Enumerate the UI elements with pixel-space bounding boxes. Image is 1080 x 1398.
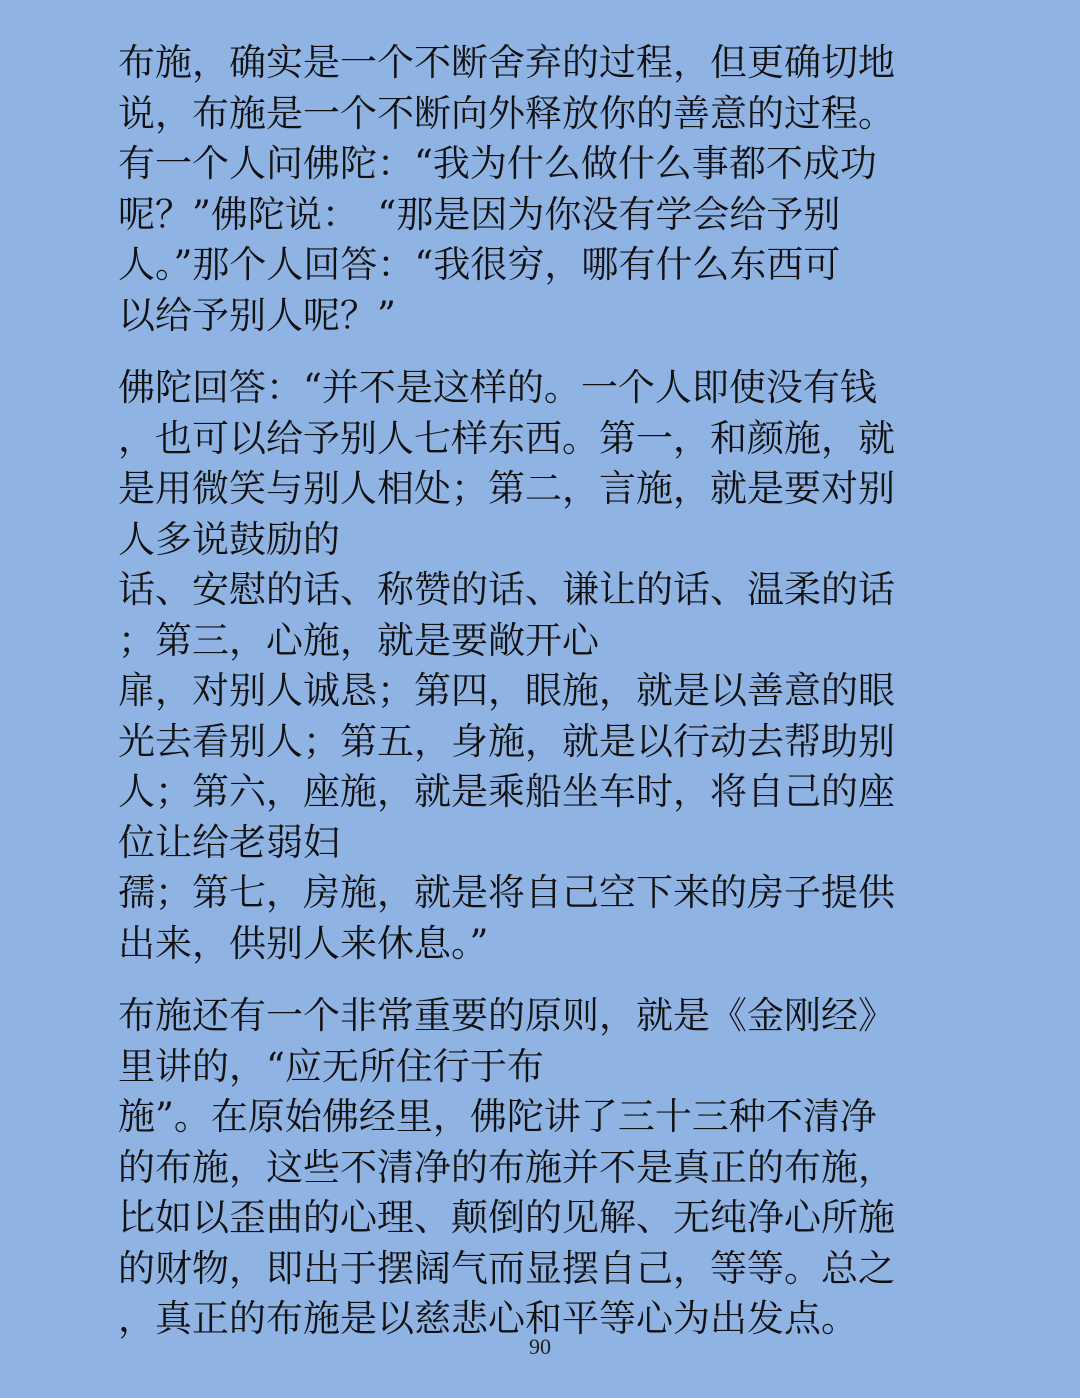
text-line: 说，布施是一个不断向外释放你的善意的过程。 [118, 91, 895, 135]
text-line: 有一个人问佛陀：“我为什么做什么事都不成功 [118, 142, 877, 185]
text-line: 话、安慰的话、称赞的话、谦让的话、温柔的话 [118, 568, 895, 611]
text-line: 人。”那个人回答：“我很穷，哪有什么东西可 [118, 243, 841, 286]
text-line: 呢？”佛陀说： “那是因为你没有学会给予别 [118, 192, 841, 236]
paragraph-3 [118, 991, 948, 1345]
paragraph-gap [118, 969, 948, 991]
text-line: 布施还有一个非常重要的原则，就是《金刚经》 [118, 994, 895, 1037]
text-line: 人多说鼓励的 [118, 517, 340, 561]
text-line: 以给予别人呢？” [118, 293, 396, 337]
text-line: 扉，对别人诚恳；第四，眼施，就是以善意的眼 [118, 669, 895, 712]
paragraph-2 [118, 363, 948, 969]
text-line: 施”。在原始佛经里，佛陀讲了三十三种不清净 [118, 1095, 877, 1138]
document-page [118, 38, 948, 1345]
text-line: 光去看别人；第五，身施，就是以行动去帮助别 [118, 719, 895, 763]
paragraph-1 [118, 38, 948, 341]
text-line: 里讲的，“应无所住行于布 [118, 1044, 544, 1088]
text-line: 人；第六，座施，就是乘船坐车时，将自己的座 [118, 770, 895, 813]
text-line: 位让给老弱妇 [118, 820, 340, 864]
text-line: 孺；第七，房施，就是将自己空下来的房子提供 [118, 871, 895, 914]
text-line: 布施，确实是一个不断舍弃的过程，但更确切地 [118, 41, 895, 84]
text-line: ；第三，心施，就是要敞开心 [118, 618, 599, 662]
text-line: 的布施，这些不清净的布施并不是真正的布施， [118, 1145, 895, 1189]
text-line: 比如以歪曲的心理、颠倒的见解、无纯净心所施 [118, 1196, 895, 1239]
text-line: 的财物，即出于摆阔气而显摆自己，等等。总之 [118, 1246, 895, 1290]
text-line: 是用微笑与别人相处；第二，言施，就是要对别 [118, 467, 895, 510]
text-line: ，也可以给予别人七样东西。第一，和颜施，就 [118, 416, 895, 460]
paragraph-gap [118, 341, 948, 363]
text-line: 出来，供别人来休息。” [118, 921, 489, 965]
text-line: 佛陀回答：“并不是这样的。一个人即使没有钱 [118, 366, 877, 409]
page-number: 90 [529, 1334, 551, 1359]
text-line: ，真正的布施是以慈悲心和平等心为出发点。 [118, 1297, 858, 1340]
